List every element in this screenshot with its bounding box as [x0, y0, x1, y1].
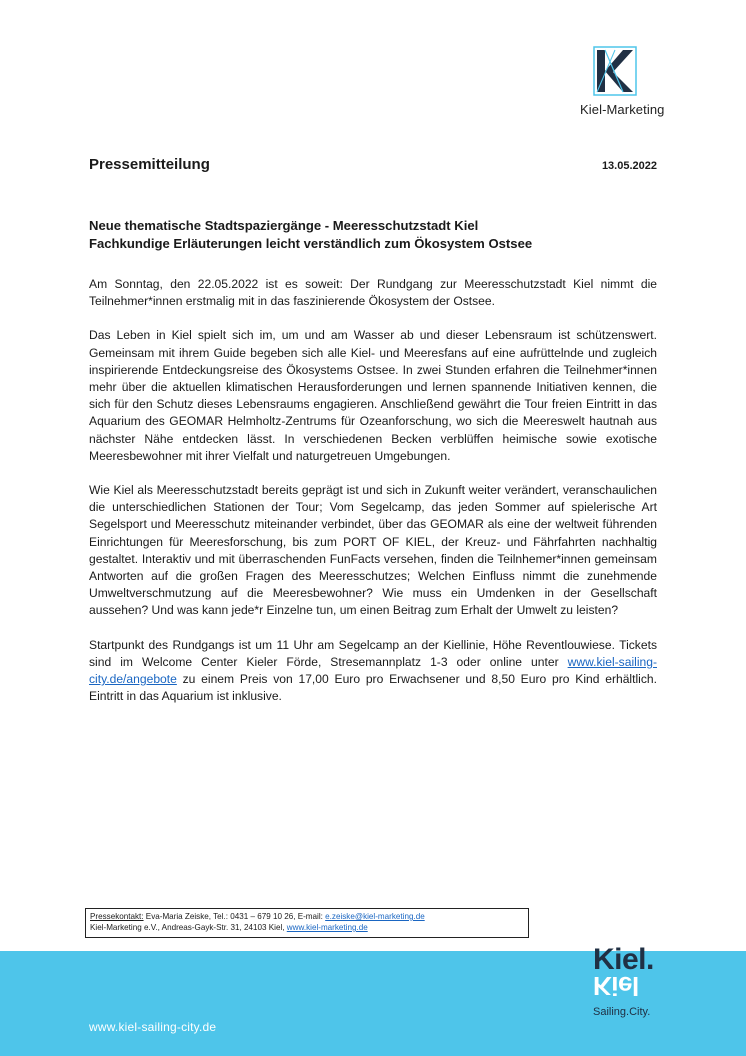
paragraph-2: Das Leben in Kiel spielt sich im, um und am Wasser ab und dieser Lebensraum ist schützenswert. Gemeinsam mit ihrem Guide begeben sich alle Kiel- und Meeresfans auf eine aufrüttelnde und zugleich inspirierende Entdeckungsreise des Ökosystems Ostsee. In zwei Stunden erfahren die Teilnehmer*innen mehr über die aktuellen klimatischen Herausforderungen und lernen spannende Initiativen kennen, die sich für den Schutz dieses Lebensraums engagieren. Anschließend gewährt die Tour freien Eintritt in das Aquarium des GEOMAR Helmholtz-Zentrums für Ozeanforschung, wo sich die Meereswelt hautnah aus nächster Nähe entdecken lässt. In verschiedenen Becken verblüffen heimische sowie exotische Meeresbewohner mit ihrer Vielfalt und naturgetreuen Umgebungen. [89, 328, 657, 463]
press-contact-box [85, 908, 529, 938]
paragraph-4-text-b: zu einem Preis von 17,00 Euro pro Erwachsener und 8,50 Euro pro Kind erhältlich. Eintritt in das Aquarium ist inklusive. [89, 672, 657, 704]
paragraph-4 [89, 637, 657, 706]
kiel-marketing-logo [580, 46, 680, 117]
page-title: Pressemitteilung [89, 156, 210, 173]
body-text [89, 276, 657, 722]
kiel-logo-tagline: Sailing.City. [593, 1006, 651, 1018]
kiel-sailing-city-logo [593, 943, 683, 1018]
release-date: 13.05.2022 [601, 160, 657, 172]
headline-line-1: Neue thematische Stadtspaziergänge - Meeresschutzstadt Kiel [89, 218, 479, 233]
paragraph-3: Wie Kiel als Meeresschutzstadt bereits geprägt ist und sich in Zukunft weiter verändert, veranschaulichen die unterschiedlichen Stationen der Tour; Vom Segelcamp, das jeden Sommer auf spielerische Art Segelsport und Meeresschutz miteinander verbindet, über das GEOMAR als eine der weltweit führenden Einrichtungen für Meeresforschung, bis zum PORT OF KIEL, der Kreuz- und Fährfahrten nachhaltig gestaltet. Interaktiv und mit überraschenden FunFacts versehen, finden die Teilnhemer*innen gemeinsam Antworten auf die großen Fragen des Meeresschutzes; Welchen Einfluss nimmt die zunehmende Umweltverschmutzung auf die Meeresbewohner? Wie muss ein Umdenken in der Gesellschaft aussehen? Und was kann jede*r Einzelne tun, um einen Beitrag zum Erhalt der Umwelt zu leisten? [89, 483, 657, 618]
contact-person: Eva-Maria Zeiske, Tel.: 0431 – 679 10 26, E-mail: [143, 912, 326, 921]
paragraph-1: Am Sonntag, den 22.05.2022 ist es soweit: Der Rundgang zur Meeresschutzstadt Kiel nimmt die Teilnehmer*innen erstmalig mit in das faszinierende Ökosystem der Ostsee. [89, 277, 657, 309]
kiel-logo-mirror-word: Kiel [593, 971, 639, 1001]
contact-label: Pressekontakt: [90, 912, 144, 921]
paragraph-4-text-a: Startpunkt des Rundgangs ist um 11 Uhr am Segelcamp an der Kiellinie, Höhe Reventlouwiese. Tickets sind im Welcome Center Kieler Förde, Stresemannplatz 1-3 oder online unter [89, 637, 657, 669]
offers-link[interactable]: www.kiel-sailing-city.de/angebote [89, 654, 657, 687]
contact-website-link[interactable]: www.kiel-marketing.de [286, 923, 368, 932]
contact-address: Kiel-Marketing e.V., Andreas-Gayk-Str. 31, 24103 Kiel, [90, 923, 287, 932]
contact-line-1 [90, 911, 524, 922]
contact-email-link[interactable]: e.zeiske@kiel-marketing.de [325, 912, 425, 921]
footer-url[interactable]: www.kiel-sailing-city.de [89, 1020, 217, 1034]
headline [89, 217, 659, 253]
kiel-marketing-k-icon [593, 46, 637, 96]
heading-row [89, 156, 657, 176]
contact-line-2 [90, 922, 524, 933]
kiel-logo-word: Kiel. [593, 943, 654, 976]
logo-wordmark: Kiel-Marketing [580, 102, 665, 117]
headline-line-2: Fachkundige Erläuterungen leicht verständlich zum Ökosystem Ostsee [89, 236, 533, 251]
